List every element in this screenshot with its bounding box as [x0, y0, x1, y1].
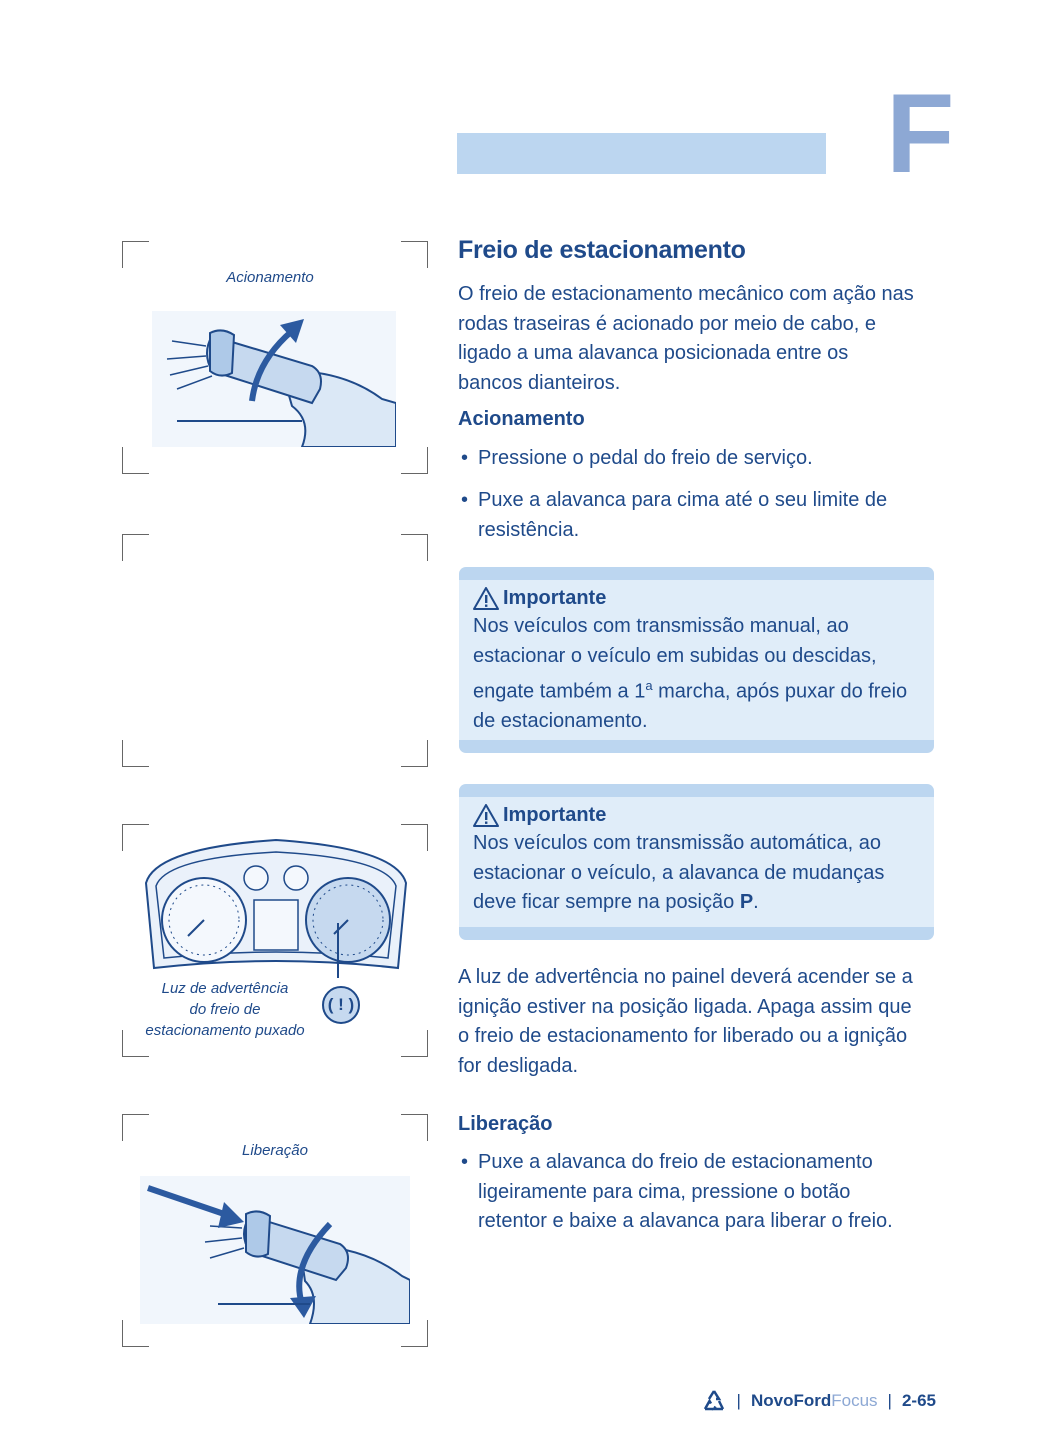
acionamento-heading: Acionamento	[458, 408, 585, 430]
page-footer: | NovoFordFocus | 2-65	[701, 1389, 936, 1413]
figure-acionamento-frame	[122, 241, 428, 474]
figure-empty-frame	[122, 534, 428, 767]
acionamento-bullet-1: • Pressione o pedal do freio de serviço.	[458, 444, 958, 474]
acionamento-bullet-2: • Puxe a alavanca para cima até o seu limite de resistência.	[458, 486, 958, 545]
figure-caption-liberacao: Liberação	[242, 1142, 308, 1159]
notice-title: Importante	[503, 804, 607, 826]
section-header-bar	[457, 133, 826, 174]
parking-brake-warning-icon	[322, 986, 360, 1024]
warning-triangle-icon	[473, 587, 499, 610]
page-title: Freio de estacionamento	[458, 236, 746, 264]
intro-paragraph: O freio de estacionamento mecânico com ação nas rodas traseiras é acionado por meio de cabo, e ligado a uma alavanca posicionada entre os bancos dianteiros.	[458, 283, 914, 394]
warning-triangle-icon	[473, 804, 499, 827]
notice-text: Nos veículos com transmissão manual, ao estacionar o veículo em subidas ou descidas, engate também a 1$^a$ marcha, após puxar do freio de estacionamento.	[473, 615, 908, 733]
warning-symbol: ( ! )	[327, 995, 355, 1014]
page-number: 2-65	[901, 1391, 936, 1410]
instrument-cluster-illustration	[136, 828, 416, 978]
notice-manual-transmission	[459, 567, 934, 753]
figure-warning-light-frame	[122, 824, 428, 1057]
parking-brake-pull-illustration	[152, 311, 396, 447]
parking-brake-release-illustration	[140, 1176, 410, 1324]
recycle-icon	[701, 1389, 727, 1413]
notice-title: Importante	[503, 587, 607, 609]
notice-automatic-transmission	[459, 784, 934, 940]
figure-caption-warning-light: Luz de advertência do freio de estacionamento puxado	[145, 980, 305, 1039]
liberacao-heading: Liberação	[458, 1113, 553, 1135]
notice-text: Nos veículos com transmissão automática, ao estacionar o veículo, a alavanca de mudanças deve ficar sempre na posição P.	[473, 832, 885, 913]
figure-caption-acionamento: Acionamento	[226, 269, 314, 286]
liberacao-bullet: • Puxe a alavanca do freio de estacionamento ligeiramente para cima, pressione o botão retentor e baixe a alavanca para liberar o freio.	[458, 1148, 958, 1237]
section-letter: F	[886, 71, 955, 196]
warning-light-paragraph: A luz de advertência no painel deverá acender se a ignição estiver na posição ligada. Apaga assim que o freio de estacionamento for liberado ou a ignição for desligada.	[458, 966, 913, 1077]
figure-liberacao-frame	[122, 1114, 428, 1347]
brand-name: NovoFordFocus	[750, 1391, 878, 1410]
